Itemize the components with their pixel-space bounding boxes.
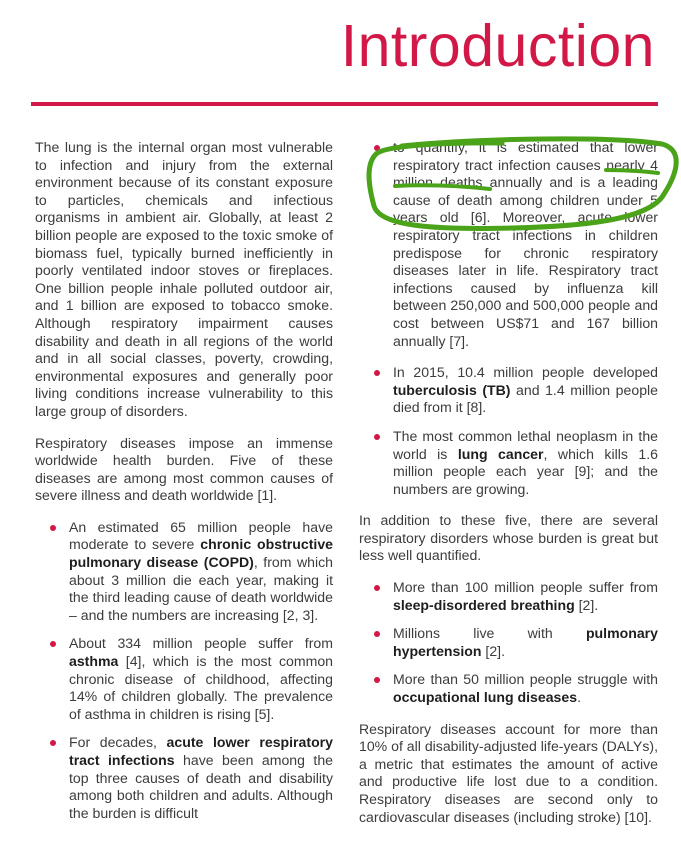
term-tb: tuberculosis (TB) xyxy=(393,381,511,398)
list-item-lrti: For decades, acute lower respiratory tract infections have been among the top three causes of death and disability among both children and adults. Although the burden is difficult xyxy=(69,734,334,821)
intro-paragraph: The lung is the internal organ most vulnerable to infection and injury from the external environment because of its constant exposure to particles, chemicals and infectious organisms in ambient air. Globally, at least 2 billion people are exposed to the toxic smoke of biomass fuel, typically burned inefficiently in poorly ventilated indoor stoves or fireplaces. One billion people inhale polluted outdoor air, and 1 billion are exposed to tobacco smoke. Although respiratory impairment causes disability and death in all regions of the world and in all social classes, poverty, crowding, environmental exposures and generally poor living conditions increase vulnerability to this large group of disorders. xyxy=(35,139,333,419)
disease-list-right xyxy=(359,139,658,498)
list-item-lung-cancer: The most common lethal neoplasm in the world is lung cancer, which kills 1.6 million people each year [9]; and the numbers are growing. xyxy=(393,427,658,497)
burden-paragraph: Respiratory diseases impose an immense worldwide health burden. Five of these diseases are among most common causes of severe illness and death worldwide [1]. xyxy=(35,434,333,504)
title-divider xyxy=(31,102,658,106)
page-title: Introduction xyxy=(340,13,655,79)
dalys-paragraph: Respiratory diseases account for more than 10% of all disability-adjusted life-years (DALYs), a metric that estimates the amount of active and productive life lost due to a condition. Respiratory diseases are second only to cardiovascular diseases (including stroke) [10]. xyxy=(359,720,658,825)
term-lung-cancer: lung cancer xyxy=(457,445,544,462)
list-item-copd: An estimated 65 million people have moderate to severe chronic obstructive pulmonary disease (COPD), from which about 3 million die each year, making it the third leading cause of death worldwide – and the numbers are increasing [2, 3]. xyxy=(69,518,334,623)
term-sleep: sleep-disordered breathing xyxy=(393,596,575,613)
term-asthma: asthma xyxy=(69,653,119,670)
other-disorders-list xyxy=(359,579,658,707)
term-copd: chronic obstructive pulmonary disease (COPD) xyxy=(69,536,334,571)
list-item-asthma: About 334 million people suffer from asthma [4], which is the most common chronic disease of childhood, affecting 14% of children globally. The prevalence of asthma in children is rising [5]. xyxy=(69,635,333,722)
list-item-pulmonary-hypertension: Millions live with pulmonary hypertension [2]. xyxy=(393,625,658,659)
list-item-sleep: More than 100 million people suffer from sleep-disordered breathing [2]. xyxy=(393,579,658,613)
term-pulmonary-hypertension: pulmonary hypertension xyxy=(393,625,658,659)
other-disorders-paragraph: In addition to these five, there are several respiratory disorders whose burden is great but less well quantified. xyxy=(359,512,658,564)
disease-list-left xyxy=(35,519,333,823)
right-column xyxy=(359,139,658,840)
term-lrti: acute lower respiratory tract infections xyxy=(69,734,333,768)
term-occupational: occupational lung diseases xyxy=(393,689,578,706)
list-item-occupational: More than 50 million people struggle with occupational lung diseases. xyxy=(393,671,658,706)
list-item-lrti-continued: to quantify, it is estimated that lower respiratory tract infection causes nearly 4 million deaths annually and is a leading cause of death among children under 5 years old [6]. Moreover, acute lower respiratory tract infections in children predispose for chronic respiratory diseases later in life. Respiratory tract infections caused by influenza kill between 250,000 and 500,000 people and cost between US$71 and 167 billion annually [7]. xyxy=(393,139,658,349)
list-item-tb: In 2015, 10.4 million people developed tuberculosis (TB) and 1.4 million people died from it [8]. xyxy=(393,364,658,416)
left-column xyxy=(35,139,333,836)
